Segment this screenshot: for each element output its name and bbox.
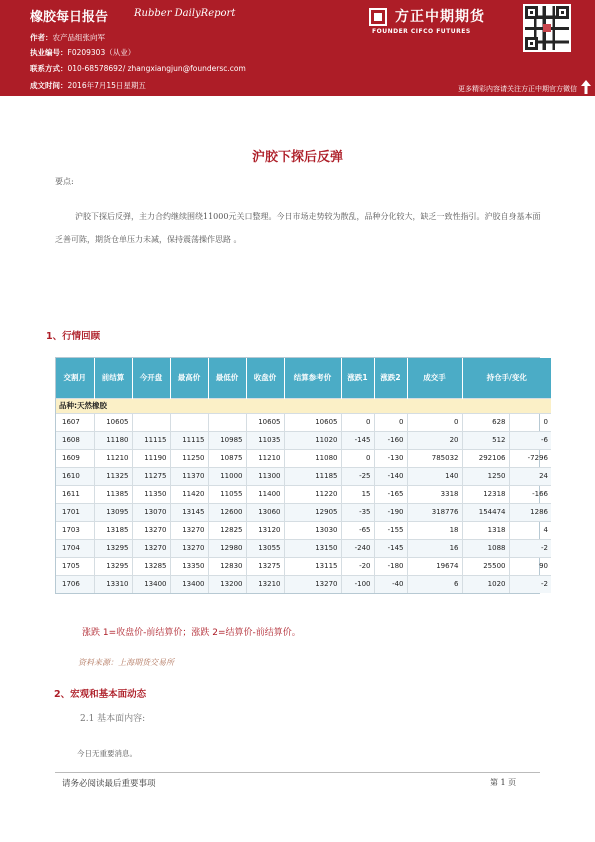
table-cell xyxy=(170,413,208,431)
license-line xyxy=(30,47,135,58)
table-cell: 628 xyxy=(462,413,509,431)
table-cell: 13275 xyxy=(246,557,284,575)
footer-disclaimer: 请务必阅读最后重要事项 xyxy=(62,779,156,789)
table-cell: 11400 xyxy=(246,485,284,503)
market-data-table xyxy=(55,357,548,594)
table-cell: 13310 xyxy=(94,575,132,593)
table-cell: 3318 xyxy=(407,485,462,503)
col-header-settle-ref: 结算参考价 xyxy=(284,358,341,398)
table-cell: -20 xyxy=(341,557,374,575)
table-cell: 0 xyxy=(341,413,374,431)
table-row xyxy=(56,521,551,539)
table-cell: -40 xyxy=(374,575,407,593)
table-row xyxy=(56,467,551,485)
table-cell: 10875 xyxy=(208,449,246,467)
table-cell: 140 xyxy=(407,467,462,485)
table-cell: 12830 xyxy=(208,557,246,575)
table-cell: 11115 xyxy=(132,431,170,449)
table-cell: 1704 xyxy=(56,539,94,557)
table-cell: 11190 xyxy=(132,449,170,467)
table-cell: 6 xyxy=(407,575,462,593)
table-row xyxy=(56,539,551,557)
table-cell: -165 xyxy=(374,485,407,503)
table-cell: 11185 xyxy=(284,467,341,485)
license-label: 执业编号： xyxy=(30,48,68,57)
col-header-volume: 成交手 xyxy=(407,358,462,398)
table-cell: 0 xyxy=(374,413,407,431)
table-cell: 15 xyxy=(341,485,374,503)
table-cell: 11210 xyxy=(246,449,284,467)
subsection-heading-fundamentals: 2.1 基本面内容: xyxy=(80,714,146,724)
table-header-row xyxy=(56,358,551,398)
table-cell: 13150 xyxy=(284,539,341,557)
table-cell: 25500 xyxy=(462,557,509,575)
table-cell: 11250 xyxy=(170,449,208,467)
col-header-prev-settle: 前结算 xyxy=(94,358,132,398)
col-header-month: 交割月 xyxy=(56,358,94,398)
table-cell: -155 xyxy=(374,521,407,539)
table-cell: 785032 xyxy=(407,449,462,467)
table-cell: 11115 xyxy=(170,431,208,449)
date-line xyxy=(30,80,146,91)
table-cell: 318776 xyxy=(407,503,462,521)
summary-paragraph: 沪胶下探后反弹，主力合约继续围绕11000元关口整理。今日市场走势较为散乱，品种分化较大，缺乏一致性指引。沪胶自身基本面乏善可陈，期货仓单压力未减，保持震荡操作思路 。 xyxy=(55,212,541,244)
table-cell: 20 xyxy=(407,431,462,449)
table-cell: 10605 xyxy=(94,413,132,431)
table-row xyxy=(56,449,551,467)
table-cell: 1286 xyxy=(509,503,551,521)
table-cell: 13270 xyxy=(170,539,208,557)
table-cell: 1706 xyxy=(56,575,94,593)
table-cell: 1609 xyxy=(56,449,94,467)
col-header-high: 最高价 xyxy=(170,358,208,398)
table-cell: 11035 xyxy=(246,431,284,449)
table-cell: -145 xyxy=(374,539,407,557)
table-cell: -180 xyxy=(374,557,407,575)
contact-line xyxy=(30,63,246,74)
table-cell: 1020 xyxy=(462,575,509,593)
table-cell: 13270 xyxy=(284,575,341,593)
table-cell: 1250 xyxy=(462,467,509,485)
table-cell: 13060 xyxy=(246,503,284,521)
table-cell: 13295 xyxy=(94,539,132,557)
table-cell: 24 xyxy=(509,467,551,485)
table-cell: -130 xyxy=(374,449,407,467)
table-cell: 11000 xyxy=(208,467,246,485)
table-cell: -160 xyxy=(374,431,407,449)
table-cell: 11180 xyxy=(94,431,132,449)
table-cell: 13295 xyxy=(94,557,132,575)
table-cell: 11350 xyxy=(132,485,170,503)
report-title: 橡胶每日报告 xyxy=(30,10,109,25)
table-cell: -25 xyxy=(341,467,374,485)
table-cell: 154474 xyxy=(462,503,509,521)
qr-code-icon xyxy=(523,4,571,52)
section-heading-macro: 2、宏观和基本面动态 xyxy=(54,689,147,700)
arrow-up-icon xyxy=(581,80,591,94)
table-cell: 11300 xyxy=(246,467,284,485)
table-cell: 12600 xyxy=(208,503,246,521)
table-cell: -2 xyxy=(509,539,551,557)
table-row xyxy=(56,575,551,593)
table-cell: 16 xyxy=(407,539,462,557)
table-cell: -65 xyxy=(341,521,374,539)
col-header-low: 最低价 xyxy=(208,358,246,398)
table-cell: 1701 xyxy=(56,503,94,521)
table-cell: -100 xyxy=(341,575,374,593)
brand-logo-icon xyxy=(369,8,387,26)
table-cell: 1705 xyxy=(56,557,94,575)
col-header-open-interest: 持仓手/变化 xyxy=(462,358,551,398)
table-cell: 13270 xyxy=(132,521,170,539)
table-cell: -7296 xyxy=(509,449,551,467)
table-cell: 13210 xyxy=(246,575,284,593)
table-cell xyxy=(132,413,170,431)
table-cell: 13270 xyxy=(170,521,208,539)
col-header-change1: 涨跌1 xyxy=(341,358,374,398)
table-row xyxy=(56,485,551,503)
table-cell: 13120 xyxy=(246,521,284,539)
section-heading-market-review: 1、行情回顾 xyxy=(46,331,101,342)
table-cell: 13145 xyxy=(170,503,208,521)
brand-name-cn: 方正中期期货 xyxy=(395,9,485,25)
table-cell: -166 xyxy=(509,485,551,503)
col-header-open: 今开盘 xyxy=(132,358,170,398)
data-source: 资料来源：上海期货交易所 xyxy=(78,658,174,667)
author-label: 作者： xyxy=(30,33,53,42)
table-cell: 90 xyxy=(509,557,551,575)
table-cell: 19674 xyxy=(407,557,462,575)
table-cell: 13400 xyxy=(132,575,170,593)
table-cell: 13200 xyxy=(208,575,246,593)
table-row xyxy=(56,503,551,521)
table-cell: 11275 xyxy=(132,467,170,485)
table-cell: 0 xyxy=(509,413,551,431)
group-label: 品种:天然橡胶 xyxy=(56,398,551,413)
table-cell: 11020 xyxy=(284,431,341,449)
table-cell: 1318 xyxy=(462,521,509,539)
table-cell: 10985 xyxy=(208,431,246,449)
table-cell: 11220 xyxy=(284,485,341,503)
date-label: 成文时间： xyxy=(30,81,68,90)
contact-label: 联系方式： xyxy=(30,64,68,73)
table-row xyxy=(56,413,551,431)
table-cell: -240 xyxy=(341,539,374,557)
author-value: 农产品组张向军 xyxy=(52,33,105,42)
news-text: 今日无重要消息。 xyxy=(77,749,137,758)
table-cell: 11055 xyxy=(208,485,246,503)
table-cell: 13055 xyxy=(246,539,284,557)
table-cell: -6 xyxy=(509,431,551,449)
table-cell: -35 xyxy=(341,503,374,521)
table-cell: -140 xyxy=(374,467,407,485)
page-number: 第 1 页 xyxy=(490,778,517,787)
table-cell: 12318 xyxy=(462,485,509,503)
table-cell: 1610 xyxy=(56,467,94,485)
col-header-close: 收盘价 xyxy=(246,358,284,398)
table-cell: 13270 xyxy=(132,539,170,557)
table-cell: 1608 xyxy=(56,431,94,449)
contact-value: 010-68578692/ zhangxiangjun@foundersc.com xyxy=(67,64,246,73)
report-subtitle: Rubber DailyReport xyxy=(134,8,236,19)
table-cell: -190 xyxy=(374,503,407,521)
table-cell: 13400 xyxy=(170,575,208,593)
col-header-change2: 涨跌2 xyxy=(374,358,407,398)
table-cell: 1088 xyxy=(462,539,509,557)
document-title: 沪胶下探后反弹 xyxy=(251,150,343,165)
table-cell: 12825 xyxy=(208,521,246,539)
table-cell: 12980 xyxy=(208,539,246,557)
table-cell: -145 xyxy=(341,431,374,449)
table-cell: 1607 xyxy=(56,413,94,431)
table-cell: 1703 xyxy=(56,521,94,539)
table-row xyxy=(56,431,551,449)
table-cell: 12905 xyxy=(284,503,341,521)
table-cell: 0 xyxy=(341,449,374,467)
table-cell: 11210 xyxy=(94,449,132,467)
table-row xyxy=(56,557,551,575)
table-cell: 11385 xyxy=(94,485,132,503)
table-cell: 13185 xyxy=(94,521,132,539)
license-value: F0209303（从业） xyxy=(67,48,136,57)
table-cell: 1611 xyxy=(56,485,94,503)
table-cell: 512 xyxy=(462,431,509,449)
table-cell: 10605 xyxy=(246,413,284,431)
table-cell xyxy=(208,413,246,431)
table-cell: 11420 xyxy=(170,485,208,503)
date-value: 2016年7月15日星期五 xyxy=(67,81,146,90)
summary-label: 要点: xyxy=(55,177,74,186)
table-cell: 292106 xyxy=(462,449,509,467)
table-cell: 11370 xyxy=(170,467,208,485)
table-cell: 10605 xyxy=(284,413,341,431)
brand-name-en: FOUNDER CIFCO FUTURES xyxy=(372,28,471,35)
table-footnote: 涨跌 1=收盘价-前结算价；涨跌 2=结算价-前结算价。 xyxy=(82,628,301,638)
table-cell: 13095 xyxy=(94,503,132,521)
table-cell: 13030 xyxy=(284,521,341,539)
author-line xyxy=(30,32,105,43)
table-cell: 4 xyxy=(509,521,551,539)
table-cell: 13285 xyxy=(132,557,170,575)
table-cell: 11325 xyxy=(94,467,132,485)
table-cell: 13115 xyxy=(284,557,341,575)
table-cell: 13070 xyxy=(132,503,170,521)
table-cell: 13350 xyxy=(170,557,208,575)
follow-note: 更多精彩内容请关注方正中期官方微信 xyxy=(458,85,577,93)
table-cell: 11080 xyxy=(284,449,341,467)
footer-divider xyxy=(55,772,540,773)
table-cell: 18 xyxy=(407,521,462,539)
table-cell: -2 xyxy=(509,575,551,593)
table-group-row xyxy=(56,398,551,413)
table-cell: 0 xyxy=(407,413,462,431)
